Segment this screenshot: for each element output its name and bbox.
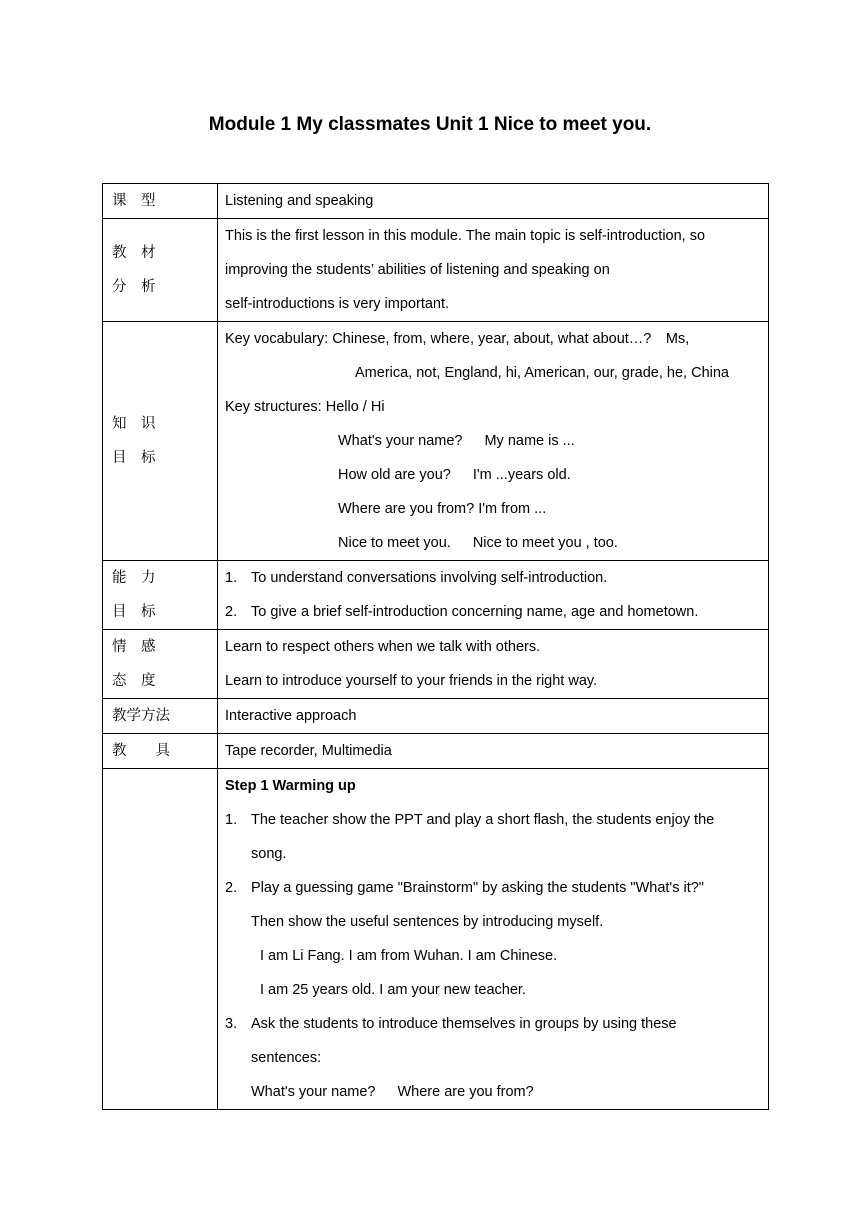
list-item: 2. Play a guessing game "Brainstorm" by asking the students "What's it?"	[225, 880, 704, 896]
table-row-ability	[103, 561, 769, 630]
content-analysis: This is the first lesson in this module. The main topic is self-introduction, so improving the students’ abilities of listening and speaking on self-introductions is very important.	[218, 219, 769, 322]
content-emotion: Learn to respect others when we talk with others. Learn to introduce yourself to your friends in the right way.	[218, 630, 769, 699]
list-item: 1. The teacher show the PPT and play a short flash, the students enjoy the	[225, 812, 715, 828]
lesson-plan-table	[102, 183, 769, 1110]
label-steps	[103, 769, 218, 1110]
table-row-steps	[103, 769, 769, 1110]
step-question-line: What's your name? Where are you from?	[251, 1084, 534, 1100]
table-row-tools	[103, 734, 769, 769]
content-type: Listening and speaking	[218, 184, 769, 219]
label-ability: 能 力 目 标	[103, 561, 218, 630]
document-title: Module 1 My classmates Unit 1 Nice to meet you.	[208, 114, 652, 135]
content-tools: Tape recorder, Multimedia	[218, 734, 769, 769]
label-type: 课 型	[103, 184, 218, 219]
step-heading: Step 1 Warming up	[225, 778, 356, 794]
content-ability	[218, 561, 769, 630]
label-tools: 教 具	[103, 734, 218, 769]
structure-line-2: How old are you? I'm ...years old.	[338, 467, 571, 483]
structure-line-1: What's your name? My name is ...	[338, 433, 575, 449]
table-row-knowledge	[103, 322, 769, 561]
label-analysis: 教 材 分 析	[103, 219, 218, 322]
table-row-emotion	[103, 630, 769, 699]
content-steps: Step 1 Warming up 1. The teacher show the PPT and play a short flash, the students enjoy the song. 2. Play a guessing game "Brainstorm" by asking the students "What's it?" Then show the useful sentences by introducing myself. I am Li Fang. I am from Wuhan. I am Chinese. I am 25 years old. I am your new teacher. 3. Ask the students to introduce themselves in groups by using these sentences: What's your name? Where are you from?	[218, 769, 769, 1110]
list-item: 1. To understand conversations involving self-introduction.	[225, 570, 608, 586]
label-method: 教学方法	[103, 699, 218, 734]
content-method: Interactive approach	[218, 699, 769, 734]
list-item: 2. To give a brief self-introduction concerning name, age and hometown.	[225, 604, 699, 620]
label-emotion: 情 感 态 度	[103, 630, 218, 699]
content-knowledge: Key vocabulary: Chinese, from, where, year, about, what about…? Ms, America, not, England, hi, American, our, grade, he, China Key structures: Hello / Hi What's your name? My name is ... How old are you? I'm ...years old. Where are you from? I'm from ... Nice to meet you. Nice to meet you , too.	[218, 322, 769, 561]
table-row-type	[103, 184, 769, 219]
table-row-method	[103, 699, 769, 734]
table-row-analysis	[103, 219, 769, 322]
list-item: 3. Ask the students to introduce themselves in groups by using these	[225, 1016, 677, 1032]
label-knowledge: 知 识 目 标	[103, 322, 218, 561]
structure-line-4: Nice to meet you. Nice to meet you , too.	[338, 535, 618, 551]
structure-line-3: Where are you from? I'm from ...	[338, 501, 547, 517]
